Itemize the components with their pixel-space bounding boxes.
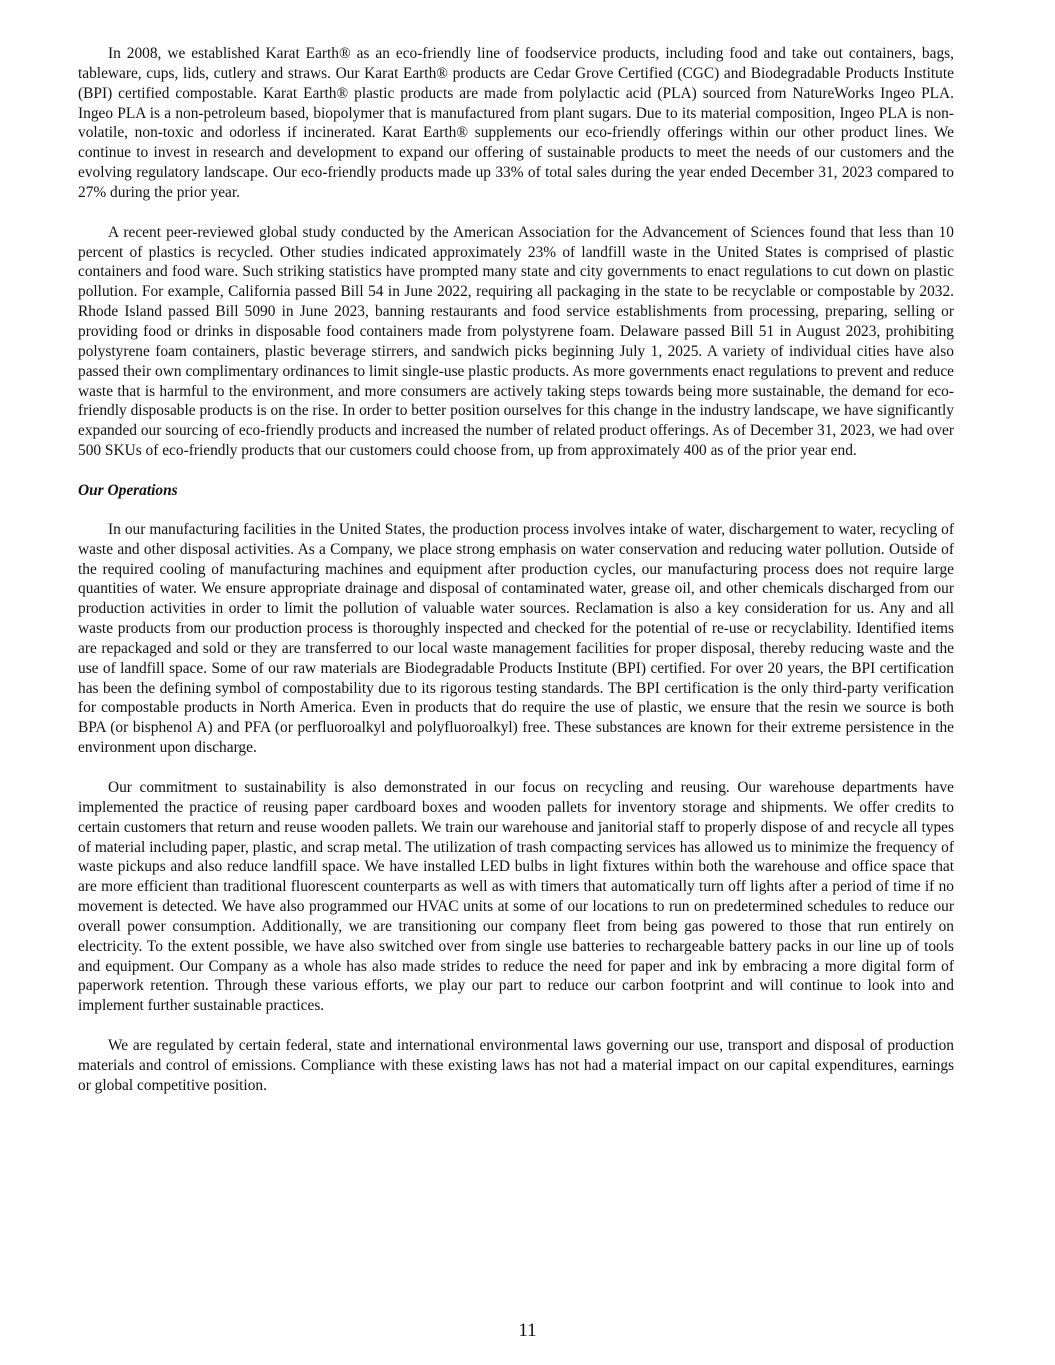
paragraph-recycling-reusing: Our commitment to sustainability is also demonstrated in our focus on recycling and reusing. Our warehouse departments have implemented the practice of reusing paper cardboard boxes and wooden pallets for inventory storage and shipments. We offer credits to certain customers that return and reuse wooden pallets. We train our warehouse and janitorial staff to properly dispose of and recycle all types of material including paper, plastic, and scrap metal. The utilization of trash compacting services has allowed us to minimize the frequency of waste pickups and also reduce landfill space. We have installed LED bulbs in light fixtures within both the warehouse and office space that are more efficient than traditional fluorescent counterparts as well as with timers that automatically turn off lights after a period of time if no movement is detected. We have also programmed our HVAC units at some of our locations to run on predetermined schedules to reduce our overall power consumption. Additionally, we are transitioning our company fleet from being gas powered to those that run entirely on electricity. To the extent possible, we have also switched over from single use batteries to rechargeable battery packs in our line up of tools and equipment. Our Company as a whole has also made strides to reduce the need for paper and ink by embracing a more digital form of paperwork retention. Through these various efforts, we play our part to reduce our carbon footprint and will continue to look into and implement further sustainable practices. bbox=[78, 779, 954, 1015]
paragraph-karat-earth: In 2008, we established Karat Earth® as an eco-friendly line of foodservice products, including food and take out containers, bags, tableware, cups, lids, cutlery and straws. Our Karat Earth® products are Cedar Grove Certified (CGC) and Biodegradable Products Institute (BPI) certified compostable. Karat Earth® plastic products are made from polylactic acid (PLA) sourced from NatureWorks Ingeo PLA. Ingeo PLA is a non-petroleum based, biopolymer that is manufactured from plant sugars. Due to its material composition, Ingeo PLA is non-volatile, non-toxic and odorless if incinerated. Karat Earth® supplements our eco-friendly offerings within our other product lines. We continue to invest in research and development to expand our offering of sustainable products to meet the needs of our customers and the evolving regulatory landscape. Our eco-friendly products made up 33% of total sales during the year ended December 31, 2023 compared to 27% during the prior year. bbox=[78, 45, 954, 201]
section-heading-our-operations: Our Operations bbox=[78, 481, 178, 499]
document-body bbox=[78, 44, 954, 1116]
paragraph-plastics-regulation: A recent peer-reviewed global study conducted by the American Association for the Advancement of Sciences found that less than 10 percent of plastics is recycled. Other studies indicated approximately 23% of landfill waste in the United States is comprised of plastic containers and food ware. Such striking statistics have prompted many state and city governments to enact regulations to cut down on plastic pollution. For example, California passed Bill 54 in June 2022, requiring all packaging in the state to be recyclable or compostable by 2032. Rhode Island passed Bill 5090 in June 2023, banning restaurants and food service establishments from processing, preparing, selling or providing food or drinks in disposable food containers made from polystyrene foam. Delaware passed Bill 51 in August 2023, prohibiting polystyrene foam containers, plastic beverage stirrers, and sandwich picks beginning July 1, 2025. A variety of individual cities have also passed their own complimentary ordinances to limit single-use plastic products. As more governments enact regulations to prevent and reduce waste that is harmful to the environment, and more consumers are actively taking steps towards being more sustainable, the demand for eco-friendly disposable products is on the rise. In order to better position ourselves for this change in the industry landscape, we have significantly expanded our sourcing of eco-friendly products and increased the number of related product offerings. As of December 31, 2023, we had over 500 SKUs of eco-friendly products that our customers could choose from, up from approximately 400 as of the prior year end. bbox=[78, 223, 954, 460]
paragraph-environmental-laws: We are regulated by certain federal, state and international environmental laws governing our use, transport and disposal of production materials and control of emissions. Compliance with these existing laws has not had a material impact on our capital expenditures, earnings or global competitive position. bbox=[78, 1037, 954, 1094]
page-number: 11 bbox=[518, 1320, 537, 1341]
paragraph-manufacturing-water: In our manufacturing facilities in the United States, the production process involves intake of water, dischargement to water, recycling of waste and other disposal activities. As a Company, we place strong emphasis on water conservation and reducing water pollution. Outside of the required cooling of manufacturing machines and equipment after production cycles, our manufacturing process does not require large quantities of water. We ensure appropriate drainage and disposal of contaminated water, grease oil, and other chemicals discharged from our production activities in order to limit the pollution of valuable water sources. Reclamation is also a key consideration for us. Any and all waste products from our production process is thoroughly inspected and checked for the potential of re-use or recyclability. Identified items are repackaged and sold or they are transferred to our local waste management facilities for proper disposal, thereby reducing waste and the use of landfill space. Some of our raw materials are Biodegradable Products Institute (BPI) certified. For over 20 years, the BPI certification has been the defining symbol of compostability due to its rigorous testing standards. The BPI certification is the only third-party verification for compostable products in North America. Even in products that do require the use of plastic, we ensure that the resin we source is both BPA (or bisphenol A) and PFA (or perfluoroalkyl and polyfluoroalkyl) free. These substances are known for their extreme persistence in the environment upon discharge. bbox=[78, 520, 954, 757]
